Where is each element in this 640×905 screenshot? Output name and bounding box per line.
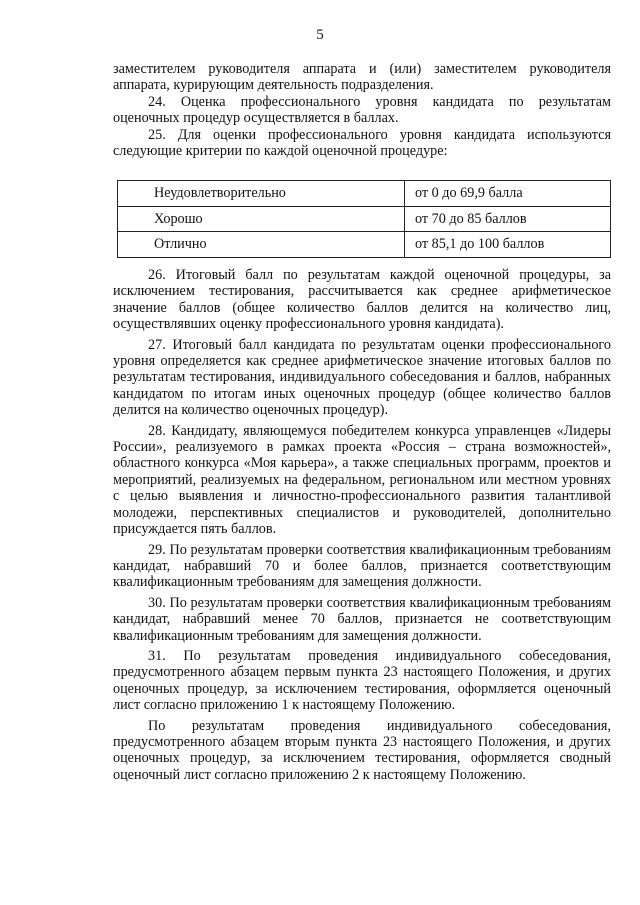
paragraph-29: 29. По результатам проверки соответствия квалификационным требованиям кандидат, набравший 70 и более баллов, признается соответствующим квалификационным требованиям для замещения должности.: [113, 541, 611, 591]
text-block-top: [113, 61, 611, 159]
paragraph-continuation: заместителем руководителя аппарата и (или) заместителем руководителя аппарата, курирующим деятельность подразделения.: [113, 61, 611, 94]
paragraph-25: 25. Для оценки профессионального уровня кандидата используются следующие критерии по каждой оценочной процедуре:: [113, 126, 611, 160]
grade-cell: Неудовлетворительно: [118, 181, 405, 207]
paragraph-31: 31. По результатам проведения индивидуального собеседования, предусмотренного абзацем первым пункта 23 настоящего Положения, и других оценочных процедур, за исключением тестирования, оформляется оценочный лист согласно приложению 1 к настоящему Положению.: [113, 647, 611, 714]
table-row: [118, 206, 611, 232]
range-cell: от 0 до 69,9 балла: [405, 181, 611, 207]
paragraph-26: 26. Итоговый балл по результатам каждой оценочной процедуры, за исключением тестирования, рассчитывается как среднее арифметическое значение баллов (общее количество баллов делится на количество лиц, осуществлявших оценку профессионального уровня кандидата).: [113, 267, 611, 333]
table-row: [118, 232, 611, 258]
paragraph-30: 30. По результатам проверки соответствия квалификационным требованиям кандидат, набравший менее 70 баллов, признается не соответствующим квалификационным требованиям для замещения должности.: [113, 594, 611, 644]
page-number: 5: [316, 27, 324, 43]
text-block-bottom: [113, 267, 611, 783]
range-cell: от 85,1 до 100 баллов: [405, 232, 611, 258]
paragraph-28: 28. Кандидату, являющемуся победителем конкурса управленцев «Лидеры России», реализуемого в рамках проекта «Россия – страна возможностей», областного конкурса «Моя карьера», а также специальных программ, проектов и мероприятий, реализуемых на федеральном, региональном или местном уровнях с целью выявления и личностно-профессионального развития талантливой молодежи, перспективных специалистов и руководителей, дополнительно присуждается пять баллов.: [113, 422, 611, 538]
paragraph-31-second: По результатам проведения индивидуального собеседования, предусмотренного абзацем вторым пункта 23 настоящего Положения, и других оценочных процедур, за исключением тестирования, оформляется сводный оценочный лист согласно приложению 2 к настоящему Положению.: [113, 717, 611, 783]
paragraph-24: 24. Оценка профессионального уровня кандидата по результатам оценочных процедур осуществляется в баллах.: [113, 93, 611, 127]
grade-cell: Отлично: [118, 232, 405, 258]
table-row: [118, 181, 611, 207]
criteria-table-wrapper: [117, 180, 611, 258]
criteria-table: [117, 180, 611, 258]
grade-cell: Хорошо: [118, 206, 405, 232]
range-cell: от 70 до 85 баллов: [405, 206, 611, 232]
paragraph-27: 27. Итоговый балл кандидата по результатам оценки профессионального уровня определяется как среднее арифметическое значение итоговых баллов по результатам тестирования, индивидуального собеседования и баллов, набранных кандидатом по итогам иных оценочных процедур (общее количество баллов делится на количество оценочных процедур).: [113, 336, 611, 419]
